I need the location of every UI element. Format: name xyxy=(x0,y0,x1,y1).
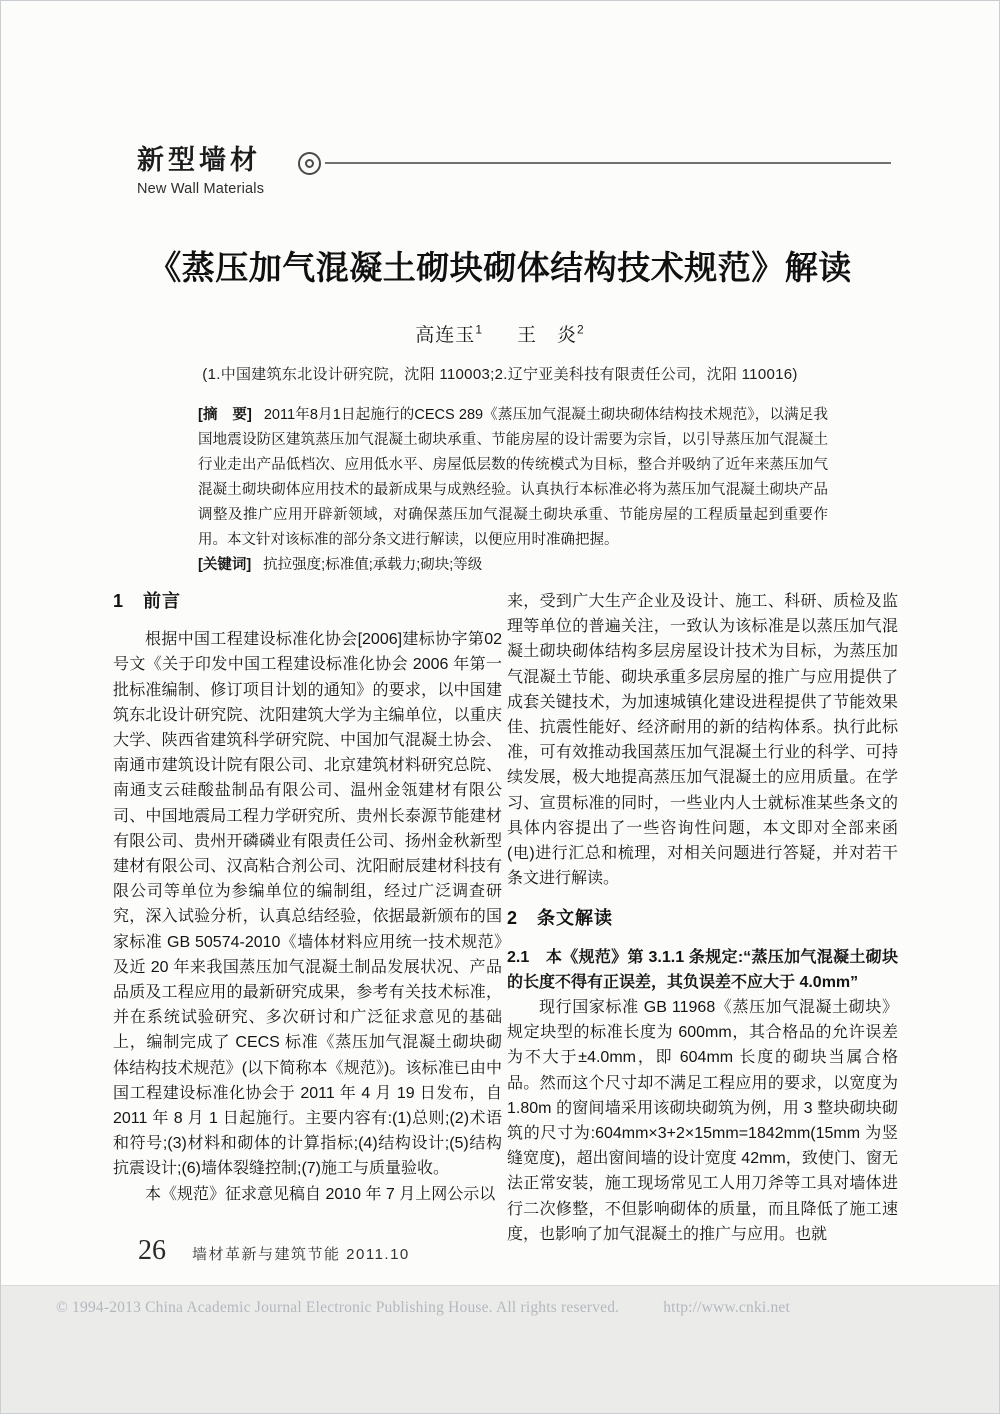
keywords-label: [关键词] xyxy=(198,557,252,573)
column-title-en: New Wall Materials xyxy=(137,181,265,197)
copyright-text: © 1994-2013 China Academic Journal Electronic Publishing House. All rights reserved. xyxy=(56,1299,620,1316)
section-1-paragraph-2: 本《规范》征求意见稿自 2010 年 7 月上网公示以 xyxy=(145,1185,496,1203)
header-rule xyxy=(325,162,891,164)
author-2-name: 王 炎 xyxy=(517,325,578,346)
section-2-clause-2-1: 2.1 本《规范》第 3.1.1 条规定:“蒸压加气混凝土砌块的长度不得有正误差，其负误差不应大于 4.0mm” xyxy=(507,948,898,991)
page-footer xyxy=(138,1235,410,1267)
abstract-label: [摘 要] xyxy=(198,407,252,423)
author-2-superscript: 2 xyxy=(577,322,585,337)
abstract-block xyxy=(198,403,828,578)
author-line xyxy=(1,320,999,347)
right-column xyxy=(507,589,898,1247)
keywords-text: 抗拉强度;标准值;承载力;砌块;等级 xyxy=(263,557,483,573)
copyright-url: http://www.cnki.net xyxy=(663,1299,791,1316)
journal-name: 墙材革新与建筑节能 2011.10 xyxy=(192,1246,410,1263)
keywords-paragraph xyxy=(198,553,828,578)
section-2-heading: 2 条文解读 xyxy=(507,908,614,929)
column-title-cn: 新型墙材 xyxy=(137,145,261,175)
abstract-paragraph xyxy=(198,403,828,553)
section-2-paragraph-1: 现行国家标准 GB 11968《蒸压加气混凝土砌块》规定块型的标准长度为 600mm，其合格品的允许误差为不大于±4.0mm，即 604mm 长度的砌块当属合格品。然而这个尺寸却不满足工程应用的要求，以宽度为 1.80m 的窗间墙采用该砌块砌筑为例，用 3 整块砌块砌筑的尺寸为:604mm×3+2×15mm=1842mm(15mm 为竖缝宽度)，超出窗间墙的设计宽度 42mm，致使门、窗无法正常安装，施工现场常见工人用刀斧等工具对墙体进行二次修整，不但影响砌体的质量，而且降低了施工速度，也影响了加气混凝土的推广与应用。也就 xyxy=(507,999,898,1243)
article-title: 《蒸压加气混凝土砌块砌体结构技术规范》解读 xyxy=(148,249,852,286)
left-column xyxy=(113,589,502,1207)
page-number: 26 xyxy=(138,1235,166,1266)
column-header xyxy=(137,138,264,197)
section-1-paragraph-2-continuation: 来，受到广大生产企业及设计、施工、科研、质检及监理等单位的普遍关注，一致认为该标准是以蒸压加气混凝土砌块砌体结构多层房屋设计技术为目标，为蒸压加气混凝土节能、砌块承重多层房屋的推广与应用提供了成套关键技术，为加速城镇化建设进程提供了节能效果佳、抗震性能好、经济耐用的新的结构体系。执行此标准，可有效推动我国蒸压加气混凝土行业的科学、可持续发展，极大地提高蒸压加气混凝土的应用质量。在学习、宣贯标准的同时，一些业内人士就标准某些条文的具体内容提出了一些咨询性问题，本文即对全部来函(电)进行汇总和梳理，对相关问题进行答疑，并对若干条文进行解读。 xyxy=(507,593,898,888)
section-1-heading: 1 前言 xyxy=(113,591,182,611)
abstract-text: 2011年8月1日起施行的CECS 289《蒸压加气混凝土砌块砌体结构技术规范》，以满足我国地震设防区建筑蒸压加气混凝土砌块承重、节能房屋的设计需要为宗旨，以引导蒸压加气混凝土行业走出产品低档次、应用低水平、房屋低层数的传统模式为目标，整合并吸纳了近年来蒸压加气混凝土砌块砌体应用技术的最新成果与成熟经验。认真执行本标准必将为蒸压加气混凝土砌块产品调整及推广应用开辟新领域，对确保蒸压加气混凝土砌块承重、节能房屋的工程质量起到重要作用。本文针对该标准的部分条文进行解读，以便应用时准确把握。 xyxy=(198,407,828,548)
copyright-line xyxy=(56,1299,790,1317)
copyright-band xyxy=(1,1285,999,1413)
author-1-name: 高连玉 xyxy=(415,325,476,346)
section-1-paragraph-1: 根据中国工程建设标准化协会[2006]建标协字第02号文《关于印发中国工程建设标准化协会 2006 年第一批标准编制、修订项目计划的通知》的要求，以中国建筑东北设计研究院、沈阳建筑大学为主编单位，以重庆大学、陕西省建筑科学研究院、中国加气混凝土协会、南通市建筑设计院有限公司、北京建筑材料研究总院、南通支云硅酸盐制品有限公司、温州金瓴建材有限公司、中国地震局工程力学研究所、贵州长泰源节能建材有限公司、贵州开磷磷业有限责任公司、扬州金秋新型建材有限公司、汉高粘合剂公司、沈阳耐辰建材科技有限公司等单位为参编单位的编制组，经过广泛调查研究，深入试验分析，认真总结经验，依据最新颁布的国家标准 GB 50574-2010《墙体材料应用统一技术规范》及近 20 年来我国蒸压加气混凝土制品发展状况、产品品质及工程应用的最新研究成果，参考有关技术标准，并在系统试验研究、多次研讨和广泛征求意见的基础上，编制完成了 CECS 标准《蒸压加气混凝土砌块砌体结构技术规范》(以下简称本《规范》)。该标准已由中国工程建设标准化协会于 2011 年 4 月 19 日发布，自 2011 年 8 月 1 日起施行。主要内容有:(1)总则;(2)术语和符号;(3)材料和砌体的计算指标;(4)结构设计;(5)结构抗震设计;(6)墙体裂缝控制;(7)施工与质量验收。 xyxy=(113,631,502,1178)
author-1-superscript: 1 xyxy=(475,322,483,337)
bullseye-icon xyxy=(298,152,321,175)
affiliation-line: (1.中国建筑东北设计研究院，沈阳 110003;2.辽宁亚美科技有限责任公司，沈阳 110016) xyxy=(202,366,798,383)
